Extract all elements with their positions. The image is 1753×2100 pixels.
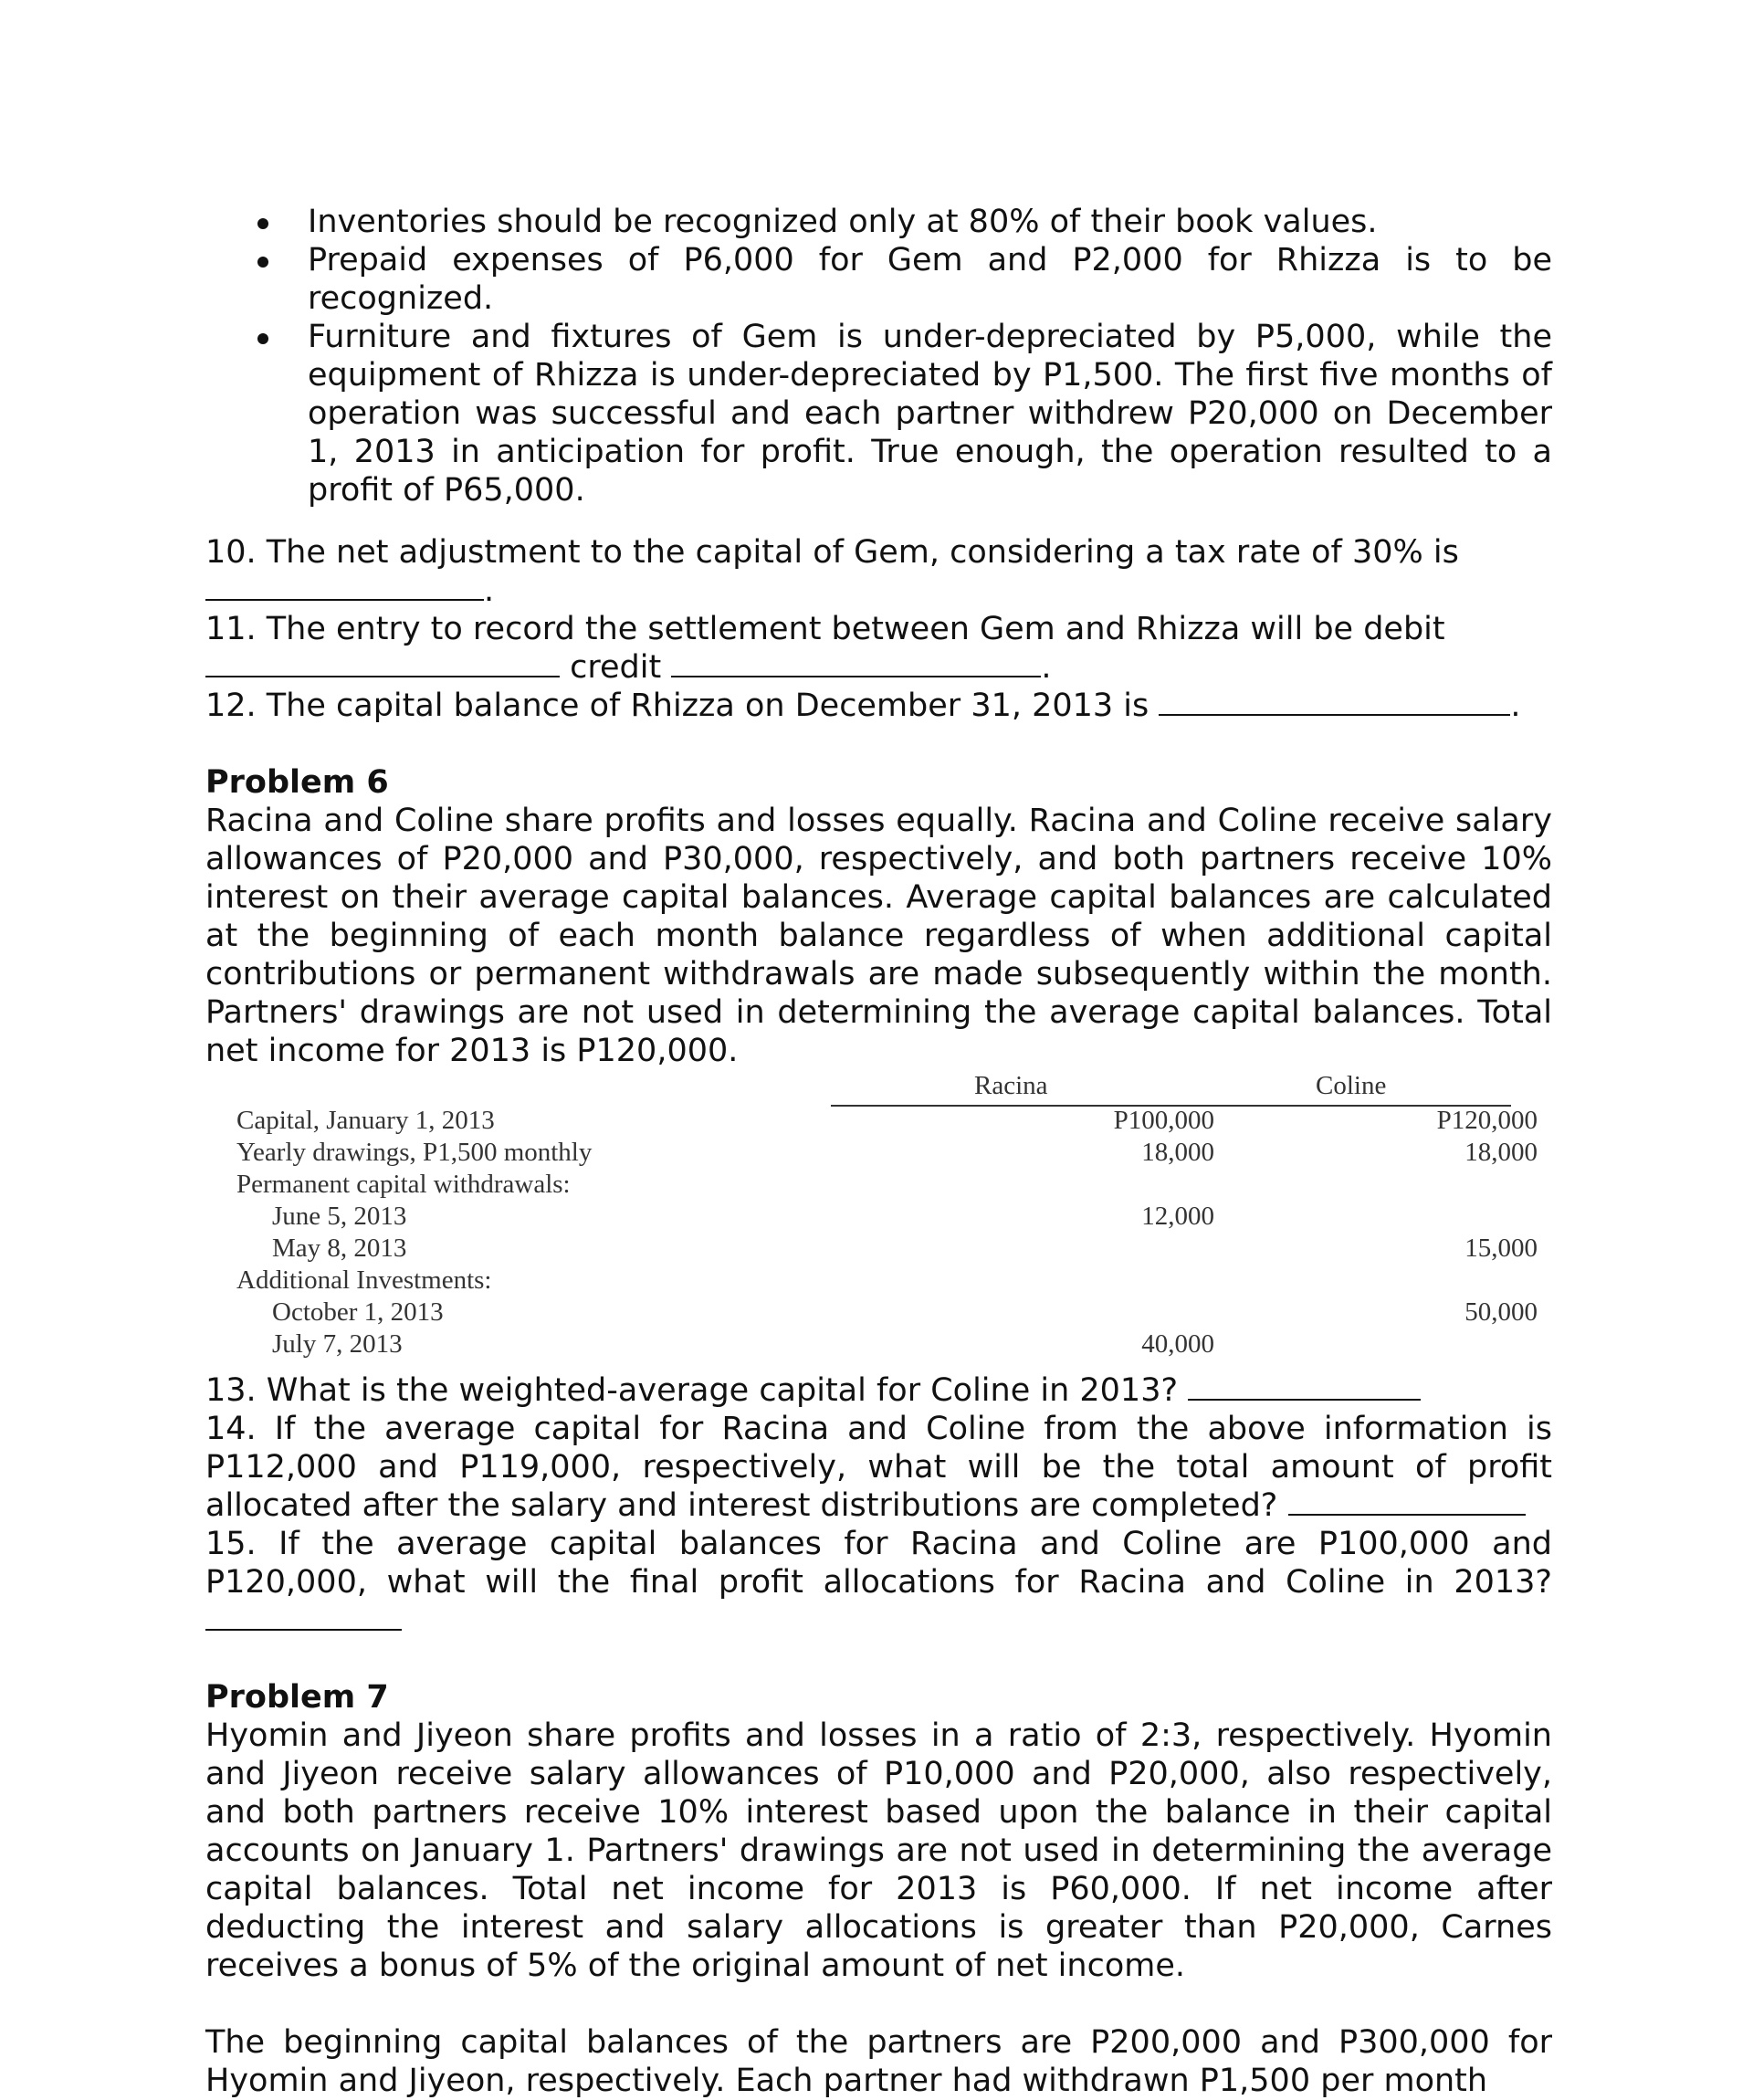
- answer-blank: [205, 1601, 402, 1631]
- coline-value: 15,000: [1464, 1234, 1538, 1263]
- bullet-list: [205, 203, 1552, 509]
- document-page: [205, 203, 1552, 2100]
- question-15-text: 15. If the average capital balances for Racina and Coline are P100,000 and P120,000, what will the final profit allocations for Racina and Coline in 2013?: [205, 1526, 1552, 1601]
- row-label: July 7, 2013: [272, 1329, 403, 1359]
- question-11: 11. The entry to record the settlement between Gem and Rhizza will be debit credit .: [205, 611, 1445, 686]
- row-label: Capital, January 1, 2013: [236, 1106, 495, 1135]
- question-12: 12. The capital balance of Rhizza on December 31, 2013 is .: [205, 688, 1521, 724]
- question-14: [205, 1410, 1552, 1525]
- racina-value: 18,000: [1141, 1138, 1214, 1167]
- bullet-item: Inventories should be recognized only at 80% of their book values.: [205, 203, 1552, 241]
- racina-value: P100,000: [1113, 1106, 1214, 1135]
- answer-blank: [205, 572, 484, 601]
- table-row: [205, 1328, 1552, 1360]
- table-row: [205, 1233, 1552, 1265]
- table-row: [205, 1169, 1552, 1201]
- coline-value: P120,000: [1436, 1106, 1538, 1135]
- credit-label: credit: [570, 649, 662, 686]
- column-header-coline: Coline: [1316, 1071, 1387, 1100]
- coline-value: 50,000: [1464, 1297, 1538, 1327]
- table-row: [205, 1105, 1552, 1137]
- bullet-item: Prepaid expenses of P6,000 for Gem and P2,000 for Rhizza is to be recognized.: [205, 241, 1552, 318]
- row-label: June 5, 2013: [272, 1202, 407, 1231]
- table-row: [205, 1297, 1552, 1328]
- column-header-racina: Racina: [974, 1071, 1048, 1100]
- answer-blank-debit: [205, 648, 560, 677]
- question-14-text: 14. If the average capital for Racina and Coline from the above information is P112,000 and P119,000, respectively, what will be the total amount of profit allocated after the salary and interest distributions are completed?: [205, 1411, 1552, 1524]
- question-12-text: 12. The capital balance of Rhizza on December 31, 2013 is: [205, 688, 1149, 724]
- racina-value: 12,000: [1141, 1202, 1214, 1231]
- row-label: Yearly drawings, P1,500 monthly: [236, 1138, 593, 1167]
- capital-table: [205, 1070, 1552, 1371]
- answer-blank: [1188, 1371, 1421, 1401]
- row-label: Additional Investments:: [236, 1265, 492, 1295]
- question-15: [205, 1525, 1552, 1640]
- question-10-text: 10. The net adjustment to the capital of Gem, considering a tax rate of 30% is: [205, 534, 1459, 571]
- question-10: 10. The net adjustment to the capital of Gem, considering a tax rate of 30% is .: [205, 534, 1459, 609]
- row-label: Permanent capital withdrawals:: [236, 1170, 571, 1199]
- bullet-item: Furniture and fixtures of Gem is under-depreciated by P5,000, while the equipment of Rhizza is under-depreciated by P1,500. The first five months of operation was successful and each partner withdrew P20,000 on December 1, 2013 in anticipation for profit. True enough, the operation resulted to a profit of P65,000.: [205, 318, 1552, 509]
- problem-6-text: Racina and Coline share profits and losses equally. Racina and Coline receive salary allowances of P20,000 and P30,000, respectively, and both partners receive 10% interest on their average capital balances. Average capital balances are calculated at the beginning of each month balance regardless of when additional capital contributions or permanent withdrawals are made subsequently within the month. Partners' drawings are not used in determining the average capital balances. Total net income for 2013 is P120,000.: [205, 803, 1552, 1069]
- row-label: May 8, 2013: [272, 1234, 407, 1263]
- question-11-text: 11. The entry to record the settlement between Gem and Rhizza will be debit: [205, 611, 1445, 647]
- coline-value: 18,000: [1464, 1138, 1538, 1167]
- answer-blank: [1159, 687, 1510, 716]
- problem-7-text: Hyomin and Jiyeon share profits and losses in a ratio of 2:3, respectively. Hyomin and Jiyeon receive salary allowances of P10,000 and P20,000, also respectively, and both partners receive 10% interest based upon the balance in their capital accounts on January 1. Partners' drawings are not used in determining the average capital balances. Total net income for 2013 is P60,000. If net income after deducting the interest and salary allocations is greater than P20,000, Carnes receives a bonus of 5% of the original amount of net income.: [205, 1717, 1552, 1984]
- table-row: [205, 1137, 1552, 1169]
- answer-blank-credit: [671, 648, 1041, 677]
- row-label: October 1, 2013: [272, 1297, 444, 1327]
- table-row: [205, 1201, 1552, 1233]
- racina-value: 40,000: [1141, 1329, 1214, 1359]
- answer-blank: [1288, 1486, 1526, 1516]
- problem-7-title: Problem 7: [205, 1679, 389, 1716]
- problem-7-text-2: The beginning capital balances of the partners are P200,000 and P300,000 for Hyomin and Jiyeon, respectively. Each partner had withdrawn P1,500 per month: [205, 2024, 1552, 2099]
- question-13: [205, 1371, 1552, 1410]
- question-13-text: 13. What is the weighted-average capital for Coline in 2013?: [205, 1372, 1179, 1409]
- table-row: [205, 1265, 1552, 1297]
- problem-6-title: Problem 6: [205, 764, 389, 801]
